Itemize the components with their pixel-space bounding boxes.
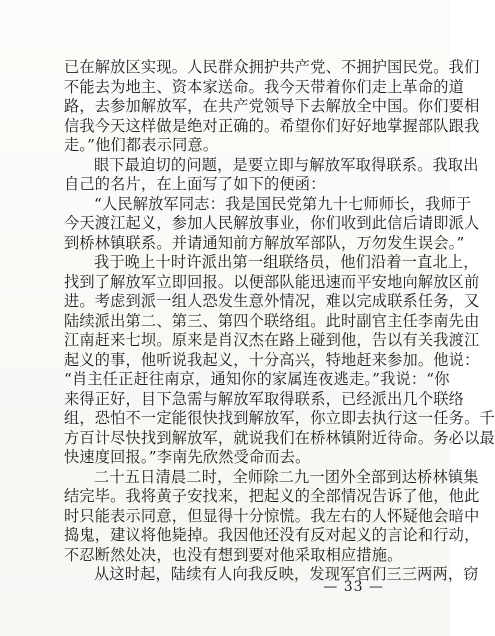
text-line: 起义的事，他听说我起义，十分高兴，特地赶来参加。他说：: [64, 350, 480, 369]
paragraph-first-line: 我于晚上十时许派出第一组联络员，他们沿着一直北上，: [94, 253, 479, 271]
text-line: 快速度回报。”李南先欣然受命而去。: [64, 448, 311, 466]
text-line: 来得正好，目下急需与解放军取得联系，已经派出几个联络: [64, 389, 465, 408]
paragraph-first-line: 从这时起，陆续有人向我反映，发现军官们三三两两，窃: [94, 565, 479, 583]
text-line: 方百计尽快找到解放军，就说我们在桥林镇附近待命。务必以最: [64, 428, 495, 447]
text-line: 结完毕。我将黄子安找来，把起义的全部情况告诉了他，他此: [64, 487, 480, 505]
text-line: 进。考虑到派一组人恐发生意外情况，难以完成联系任务，又: [64, 292, 480, 310]
text-line: 路，去参加解放军，在共产党领导下去解放全中国。你们要相: [64, 97, 480, 115]
text-line: 组，恐怕不一定能很快找到解放军，你立即去执行这一任务。千: [64, 409, 495, 427]
text-line: 不忍断然处决，也没有想到要对他采取相应措施。: [64, 545, 403, 564]
text-line: 到桥林镇联系。并请通知前方解放军部队，万勿发生误会。”: [64, 233, 465, 252]
text-line: “肖主任正赶往南京，通知你的家属连夜逃走。”我说：“你: [64, 370, 450, 388]
text-line: 捣鬼，建议将他毙掉。我因他还没有反对起义的言论和行动，: [64, 526, 480, 544]
paragraph-first-line: 二十五日清晨二时，全师除二九一团外全部到达桥林镇集: [94, 467, 479, 486]
page-number: — 33 —: [323, 579, 384, 595]
text-line: 已在解放区实现。人民群众拥护共产党、不拥护国民党。我们: [64, 58, 480, 76]
text-line: 今天渡江起义，参加人民解放事业，你们收到此信后请即派人: [64, 214, 480, 232]
paragraph-first-line: “人民解放军同志：我是国民党第九十七师师长，我师于: [94, 194, 472, 213]
text-line: 信我今天这样做是绝对正确的。希望你们好好地掌握部队跟我: [64, 116, 480, 135]
text-line: 不能去为地主、资本家送命。我今天带着你们走上革命的道: [64, 77, 465, 96]
text-line: 走。”他们都表示同意。: [64, 136, 219, 154]
body-text: [64, 58, 495, 585]
text-line: 自己的名片，在上面写了如下的便函：: [64, 175, 326, 193]
text-line: 江南赶来七坝。原来是肖汉杰在路上碰到他，告以有关我渡江: [64, 331, 480, 349]
paragraph-first-line: 眼下最迫切的问题，是要立即与解放军取得联系。我取出: [94, 155, 479, 174]
text-line: 陆续派出第二、第三、第四个联络组。此时副官主任李南先由: [64, 311, 480, 330]
text-line: 时只能表示同意，但显得十分惊慌。我左右的人怀疑他会暗中: [64, 506, 480, 525]
text-line: 找到了解放军立即回报。以便部队能迅速而平安地向解放区前: [64, 272, 480, 291]
